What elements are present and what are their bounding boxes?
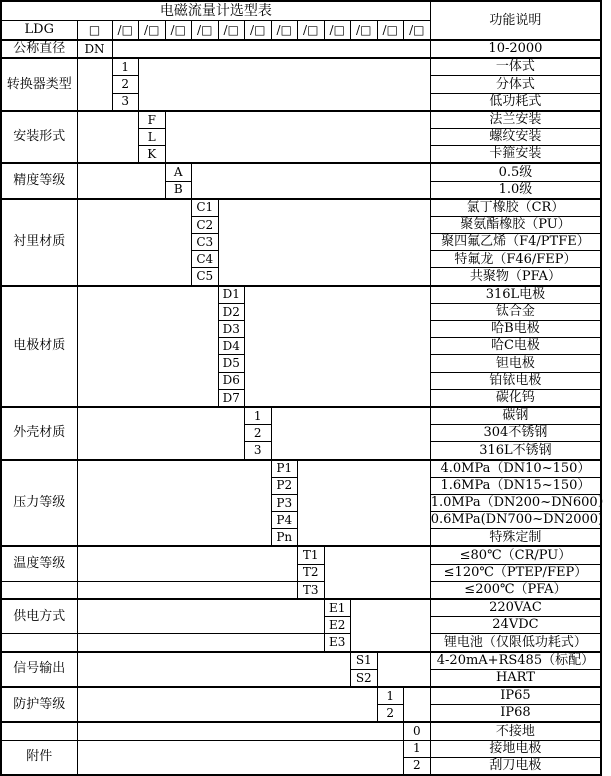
filler-cell [298,460,431,547]
option-code: C3 [192,234,219,251]
model-code-slot: /□ [245,21,272,41]
option-desc: 1.6MPa（DN15~150） [430,477,601,494]
category-label-empty [1,722,77,740]
filler-cell [77,546,298,581]
option-code: D4 [218,338,245,355]
option-code: 3 [112,93,139,111]
category-label: 电极材质 [1,286,77,407]
option-code: D2 [218,303,245,320]
option-desc: 4-20mA+RS485（标配） [430,652,601,670]
option-desc: 螺纹安装 [430,128,601,145]
option-code: S1 [351,652,378,670]
category-label: 附件 [1,740,77,775]
option-desc: 碳钢 [430,407,601,425]
filler-cell [218,199,430,286]
option-desc: ≤200℃（PFA） [430,581,601,599]
option-code: T1 [298,546,325,564]
option-code: 0 [404,722,431,740]
option-code: E2 [324,617,351,634]
code-dn: DN [77,40,112,58]
filler-cell [271,407,430,460]
option-code: 1 [404,740,431,757]
filler-cell [77,111,139,164]
option-desc: 1.0级 [430,181,601,199]
filler-cell [112,40,430,58]
category-label: 供电方式 [1,599,77,634]
filler-cell [351,599,431,652]
option-code: E3 [324,634,351,652]
category-label-empty [1,581,77,599]
option-code: T2 [298,564,325,581]
option-desc: 共聚物（PFA） [430,268,601,286]
category-label: 外壳材质 [1,407,77,460]
option-desc: 卡箍安装 [430,146,601,164]
option-code: D6 [218,372,245,389]
category-label: 精度等级 [1,163,77,198]
category-label: 信号输出 [1,652,77,687]
filler-cell [77,163,165,198]
option-desc: 1.0MPa（DN200~DN600） [430,495,611,511]
option-desc: 316L电极 [430,286,601,304]
category-label: 衬里材质 [1,199,77,286]
option-code: 2 [404,757,431,775]
option-desc: 220VAC [430,599,601,617]
option-code: E1 [324,599,351,617]
option-desc: 锂电池（仅限低功耗式） [430,634,601,652]
category-label: 安装形式 [1,111,77,164]
filler-cell [77,58,112,111]
filler-cell [245,286,431,407]
option-desc: ≤120℃（PTEP/FEP） [430,564,601,581]
filler-cell [77,581,298,599]
model-code-slot: /□ [192,21,219,41]
category-label-empty [1,634,77,652]
filler-cell [404,687,431,722]
option-code: 1 [377,687,404,705]
option-desc: 特氟龙（F46/FEP） [430,251,601,268]
option-desc: ≤80℃（CR/PU） [430,546,601,564]
model-code-slot: /□ [271,21,298,41]
option-desc: HART [430,669,601,687]
option-desc: 接地电极 [430,740,601,757]
option-code: C2 [192,216,219,233]
option-desc: 特殊定制 [430,529,601,547]
model-code-slot: /□ [324,21,351,41]
option-desc: 0.5级 [430,163,601,181]
filler-cell [77,286,218,407]
option-code: C4 [192,251,219,268]
filler-cell [77,634,324,652]
option-code: C5 [192,268,219,286]
option-code: P4 [271,512,298,529]
option-desc: 不接地 [430,722,601,740]
filler-cell [77,599,324,634]
filler-cell [77,460,271,547]
option-code: D1 [218,286,245,304]
option-desc: 钛合金 [430,303,601,320]
filler-cell [77,407,245,460]
option-code: L [139,128,166,145]
option-code: D5 [218,355,245,372]
option-desc-dn: 10-2000 [430,40,601,58]
option-code: 1 [245,407,272,425]
model-code-box: □ [77,21,112,41]
option-desc: 304不锈钢 [430,425,601,442]
option-code: K [139,146,166,164]
option-code: D7 [218,389,245,407]
option-desc: IP68 [430,705,601,723]
option-code: 2 [245,425,272,442]
model-code-slot: /□ [112,21,139,41]
option-desc: 碳化钨 [430,389,601,407]
model-code-slot: /□ [404,21,431,41]
option-code: T3 [298,581,325,599]
option-desc: 钽电极 [430,355,601,372]
filler-cell [77,740,404,775]
option-desc: 哈B电极 [430,321,601,338]
option-code: P3 [271,494,298,511]
option-desc: IP65 [430,687,601,705]
option-code: F [139,111,166,129]
category-label: 温度等级 [1,546,77,581]
filler-cell [77,687,377,722]
filler-cell [192,163,431,198]
option-code: 2 [112,76,139,93]
option-desc: 氯丁橡胶（CR） [430,199,601,217]
option-desc: 聚氨酯橡胶（PU） [430,216,601,233]
filler-cell [139,58,431,111]
option-code: P2 [271,477,298,494]
option-desc: 聚四氟乙烯（F4/PTFE） [430,234,601,251]
filler-cell [165,111,430,164]
model-code-slot: /□ [377,21,404,41]
option-desc: 分体式 [430,76,601,93]
category-label: 转换器类型 [1,58,77,111]
model-code-slot: /□ [139,21,166,41]
filler-cell [77,652,351,687]
category-label: 压力等级 [1,460,77,547]
option-desc: 铂铱电极 [430,372,601,389]
option-desc: 哈C电极 [430,338,601,355]
option-desc: 刮刀电极 [430,757,601,775]
option-code: S2 [351,669,378,687]
option-code: B [165,181,192,199]
filler-cell [324,546,430,599]
option-code: D3 [218,321,245,338]
option-code: 3 [245,442,272,460]
option-desc: 24VDC [430,617,601,634]
option-desc: 4.0MPa（DN10~150） [430,460,601,478]
option-desc: 法兰安装 [430,111,601,129]
model-code-slot: /□ [165,21,192,41]
option-code: 1 [112,58,139,76]
filler-cell [77,722,404,740]
option-desc: 0.6MPa(DN700~DN2000) [430,512,604,528]
option-desc: 一体式 [430,58,601,76]
model-code-slot: /□ [218,21,245,41]
filler-cell [377,652,430,687]
option-code: 2 [377,705,404,723]
model-code-slot: /□ [351,21,378,41]
model-code-slot: /□ [298,21,325,41]
function-column-header: 功能说明 [430,1,601,40]
option-desc: 低功耗式 [430,93,601,111]
option-code: P1 [271,460,298,478]
option-code: Pn [271,529,298,547]
category-label: 防护等级 [1,687,77,722]
option-desc: 316L不锈钢 [430,442,601,460]
option-code: C1 [192,199,219,217]
model-code-prefix: LDG [1,21,77,41]
filler-cell [77,199,192,286]
category-label-dn: 公称直径 [1,40,77,58]
table-title: 电磁流量计选型表 [1,1,430,21]
option-code: A [165,163,192,181]
